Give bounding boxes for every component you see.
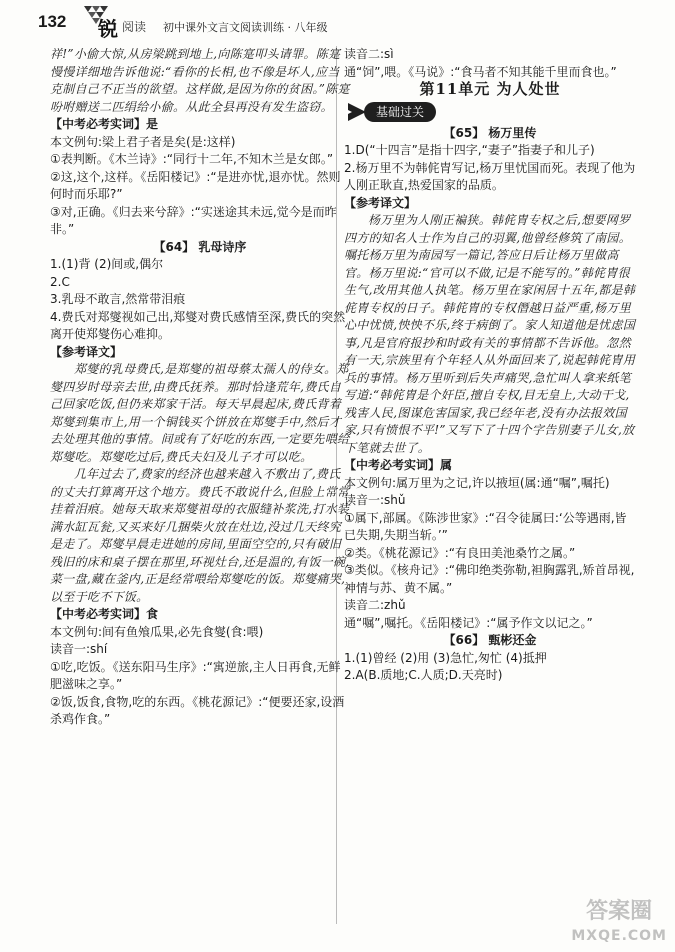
text-line: 4.费氏对郑燮视如己出,郑燮对费氏感情至深,费氏的突然离开使郑燮伤心难抑。 <box>50 309 346 341</box>
text-line: 1.(1)曾经 (2)用 (3)急忙,匆忙 (4)抵押 <box>344 650 547 665</box>
text-line: 1.D(“十四言”是指十四字,“妻子”指妻子和儿子) <box>344 143 595 157</box>
text-line: ①表判断。《木兰诗》:“同行十二年,不知木兰是女郎。” <box>50 152 334 166</box>
article-title: 【66】 甄彬还金 <box>443 633 537 647</box>
text-line: 读音一:shí <box>50 642 108 656</box>
section-heading: 【参考译文】 <box>344 195 417 210</box>
text-line: 1.(1)背 (2)间或,偶尔 <box>50 257 164 271</box>
text-line: ②饭,饭食,食物,吃的东西。《桃花源记》:“便要还家,设酒杀鸡作食。” <box>50 694 345 726</box>
right-column <box>344 46 636 685</box>
section-heading: 【参考译文】 <box>50 344 123 359</box>
left-column <box>50 46 350 729</box>
watermark-line2: MXQE.COM <box>571 928 667 944</box>
text-line: 2.杨万里不为韩侂胄写记,杨万里忧国而死。表现了他为人刚正耿直,热爱国家的品质。 <box>344 160 636 192</box>
banner-label: 基础过关 <box>364 102 436 122</box>
section-heading: 【中考必考实词】属 <box>344 458 453 472</box>
translation-paragraph: 祥!”小偷大惊,从房梁跳到地上,向陈寔叩头请罪。陈寔慢慢详细地告诉他说:“看你的长相,也不像是坏人,应当克制自己不正当的欲望。这样做,是因为你的贫困。”陈寔吩咐赠送二匹绢给小偷。从此全县再没有发生盗窃。 <box>50 47 350 114</box>
text-line: ①属下,部属。《陈涉世家》:“召令徒属曰:‘公等遇雨,皆已失期,失期当斩。’” <box>344 510 627 542</box>
text-line: 读音一:shǔ <box>344 493 406 507</box>
section-banner <box>344 99 636 125</box>
text-line: ①吃,吃饭。《送东阳马生序》:“寓逆旅,主人日再食,无鲜肥滋味之享。” <box>50 659 341 691</box>
text-line: 2.A(B.质地;C.人质;D.天亮时) <box>344 668 503 682</box>
text-line: 本文例句:属万里为之记,许以掖垣(属:通“嘱”,嘱托) <box>344 475 610 490</box>
page-number: 132 <box>38 12 67 31</box>
unit-title: 第11单元 为人处世 <box>419 80 561 98</box>
section-heading: 【中考必考实词】食 <box>50 607 159 621</box>
translation-paragraph: 杨万里为人刚正褊狭。韩侂胄专权之后,想要网罗四方的知名人士作为自己的羽翼,他曾经修筑了南园。嘱托杨万里为南园写一篇记,答应日后让杨万里做高官。杨万里说:“官可以不做,记是不能写的。”韩侂胄很生气,改用其他人执笔。杨万里在家闲居十五年,都是韩侂胄专权的日子。韩侂胄的专权僭越日益严重,杨万里心中忧愤,怏怏不乐,终于病倒了。家人知道他是忧虑国事,凡是官府报抄和时政有关的事情都不告诉他。忽然有一天,宗族里有个年轻人从外面回来了,说起韩侂胄用兵的事情。杨万里听到后失声痛哭,急忙叫人拿来纸笔写道:“韩侂胄是个奸臣,擅自专权,目无皇上,大动干戈,残害人民,图谋危害国家,我已经年老,没有办法报效国家,只有愤恨不平!”又写下了十四个字告别妻子儿女,放下笔就去世了。 <box>344 213 636 455</box>
running-title: 初中课外文言文阅读训练 · 八年级 <box>163 21 328 34</box>
text-line: 2.C <box>50 274 70 289</box>
watermark <box>571 900 667 948</box>
text-line: 本文例句:间有鱼飧瓜果,必先食燮(食:喂) <box>50 624 264 639</box>
page-header <box>0 0 675 44</box>
text-line: 通“嘱”,嘱托。《岳阳楼记》:“属予作文以记之。” <box>344 615 593 630</box>
text-line: ③类似。《核舟记》:“佛印绝类弥勒,袒胸露乳,矫首昂视,神情与苏、黄不属。” <box>344 563 635 595</box>
text-line: 3.乳母不敢言,然常带泪痕 <box>50 292 186 306</box>
section-heading: 【中考必考实词】是 <box>50 117 159 131</box>
article-title: 【64】 乳母诗序 <box>153 239 247 254</box>
brand-logo-icon <box>80 2 118 40</box>
text-line: ②这,这个,这样。《岳阳楼记》:“是进亦忧,退亦忧。然则何时而乐耶?” <box>50 169 341 201</box>
watermark-line1: 答案圈 <box>586 899 653 924</box>
text-line: 通“饲”,喂。《马说》:“食马者不知其能千里而食也。” <box>344 64 617 79</box>
text-line: 读音二:sì <box>344 47 394 61</box>
translation-paragraph: 几年过去了,费家的经济也越来越入不敷出了,费氏的丈夫打算离开这个地方。费氏不敢说什么,但脸上常常挂着泪痕。她每天取来郑燮祖母的衣服缝补浆洗,打水装满水缸瓦瓮,又买来好几捆柴火放在灶边,没过几天终究是走了。郑燮早晨走进她的房间,里面空空的,只有破旧残旧的床和桌子摆在那里,环视灶台,还是温的,有饭一碗,菜一盘,藏在釜内,正是经常喂给郑燮吃的饭。郑燮痛哭,以至于吃不下饭。 <box>50 467 350 604</box>
text-line: ③对,正确。《归去来兮辞》:“实迷途其未远,觉今是而昨非。” <box>50 204 337 236</box>
text-line: ②类。《桃花源记》:“有良田美池桑竹之属。” <box>344 545 576 560</box>
brand-glyph: 锐 <box>98 17 118 40</box>
article-title: 【65】 杨万里传 <box>443 125 537 140</box>
translation-paragraph: 郑燮的乳母费氏,是郑燮的祖母蔡太孺人的侍女。郑燮四岁时母亲去世,由费氏抚养。那时恰逢荒年,费氏自己回家吃饭,但仍来郑家干活。每天早晨起床,费氏背着郑燮到集市上,用一个铜钱买个饼放在郑燮手中,然后才去处理其他的事情。间或有了好吃的东西,一定要先喂给郑燮吃。郑燮吃过后,费氏夫妇及儿子才可以吃。 <box>50 362 350 464</box>
brand-word: 阅读 <box>122 20 147 34</box>
text-line: 读音二:zhǔ <box>344 598 406 612</box>
text-line: 本文例句:梁上君子者是矣(是:这样) <box>50 134 236 149</box>
